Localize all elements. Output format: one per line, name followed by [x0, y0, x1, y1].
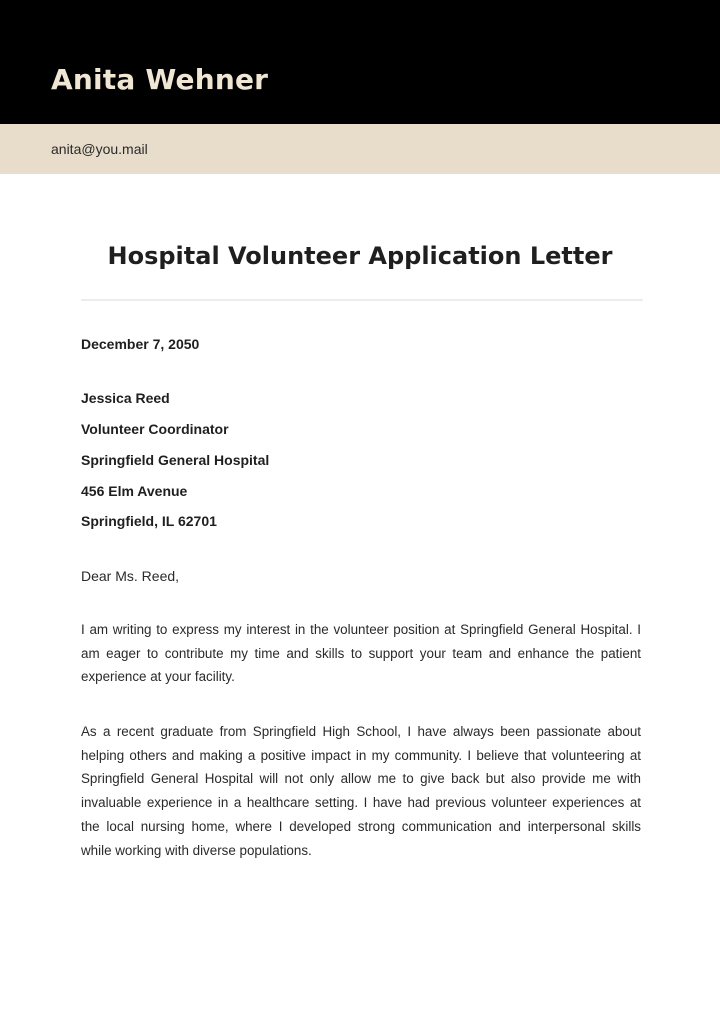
title-divider — [81, 299, 643, 301]
recipient-name: Jessica Reed — [81, 390, 170, 406]
body-paragraph-2: As a recent graduate from Springfield High School, I have always been passionate about helping others and making a positive impact in my community. I believe that volunteering at Springfield General Hospital will not only allow me to give back but also provide me with invaluable experience in a healthcare setting. I have had previous volunteer experiences at the local nursing home, where I developed strong communication and interpersonal skills while working with diverse populations. — [81, 724, 641, 858]
letter-date: December 7, 2050 — [81, 336, 200, 352]
body-paragraph-1: I am writing to express my interest in the volunteer position at Springfield General Hospital. I am eager to contribute my time and skills to support your team and enhance the patient experience at your facility. — [81, 622, 641, 685]
sender-name: Anita Wehner — [51, 63, 269, 96]
salutation: Dear Ms. Reed, — [81, 568, 180, 584]
recipient-organization: Springfield General Hospital — [81, 452, 270, 468]
recipient-title: Volunteer Coordinator — [81, 421, 229, 437]
document-title: Hospital Volunteer Application Letter — [107, 242, 613, 270]
recipient-city: Springfield, IL 62701 — [81, 513, 217, 529]
sender-email: anita@you.mail — [51, 141, 148, 157]
recipient-street: 456 Elm Avenue — [81, 483, 188, 499]
